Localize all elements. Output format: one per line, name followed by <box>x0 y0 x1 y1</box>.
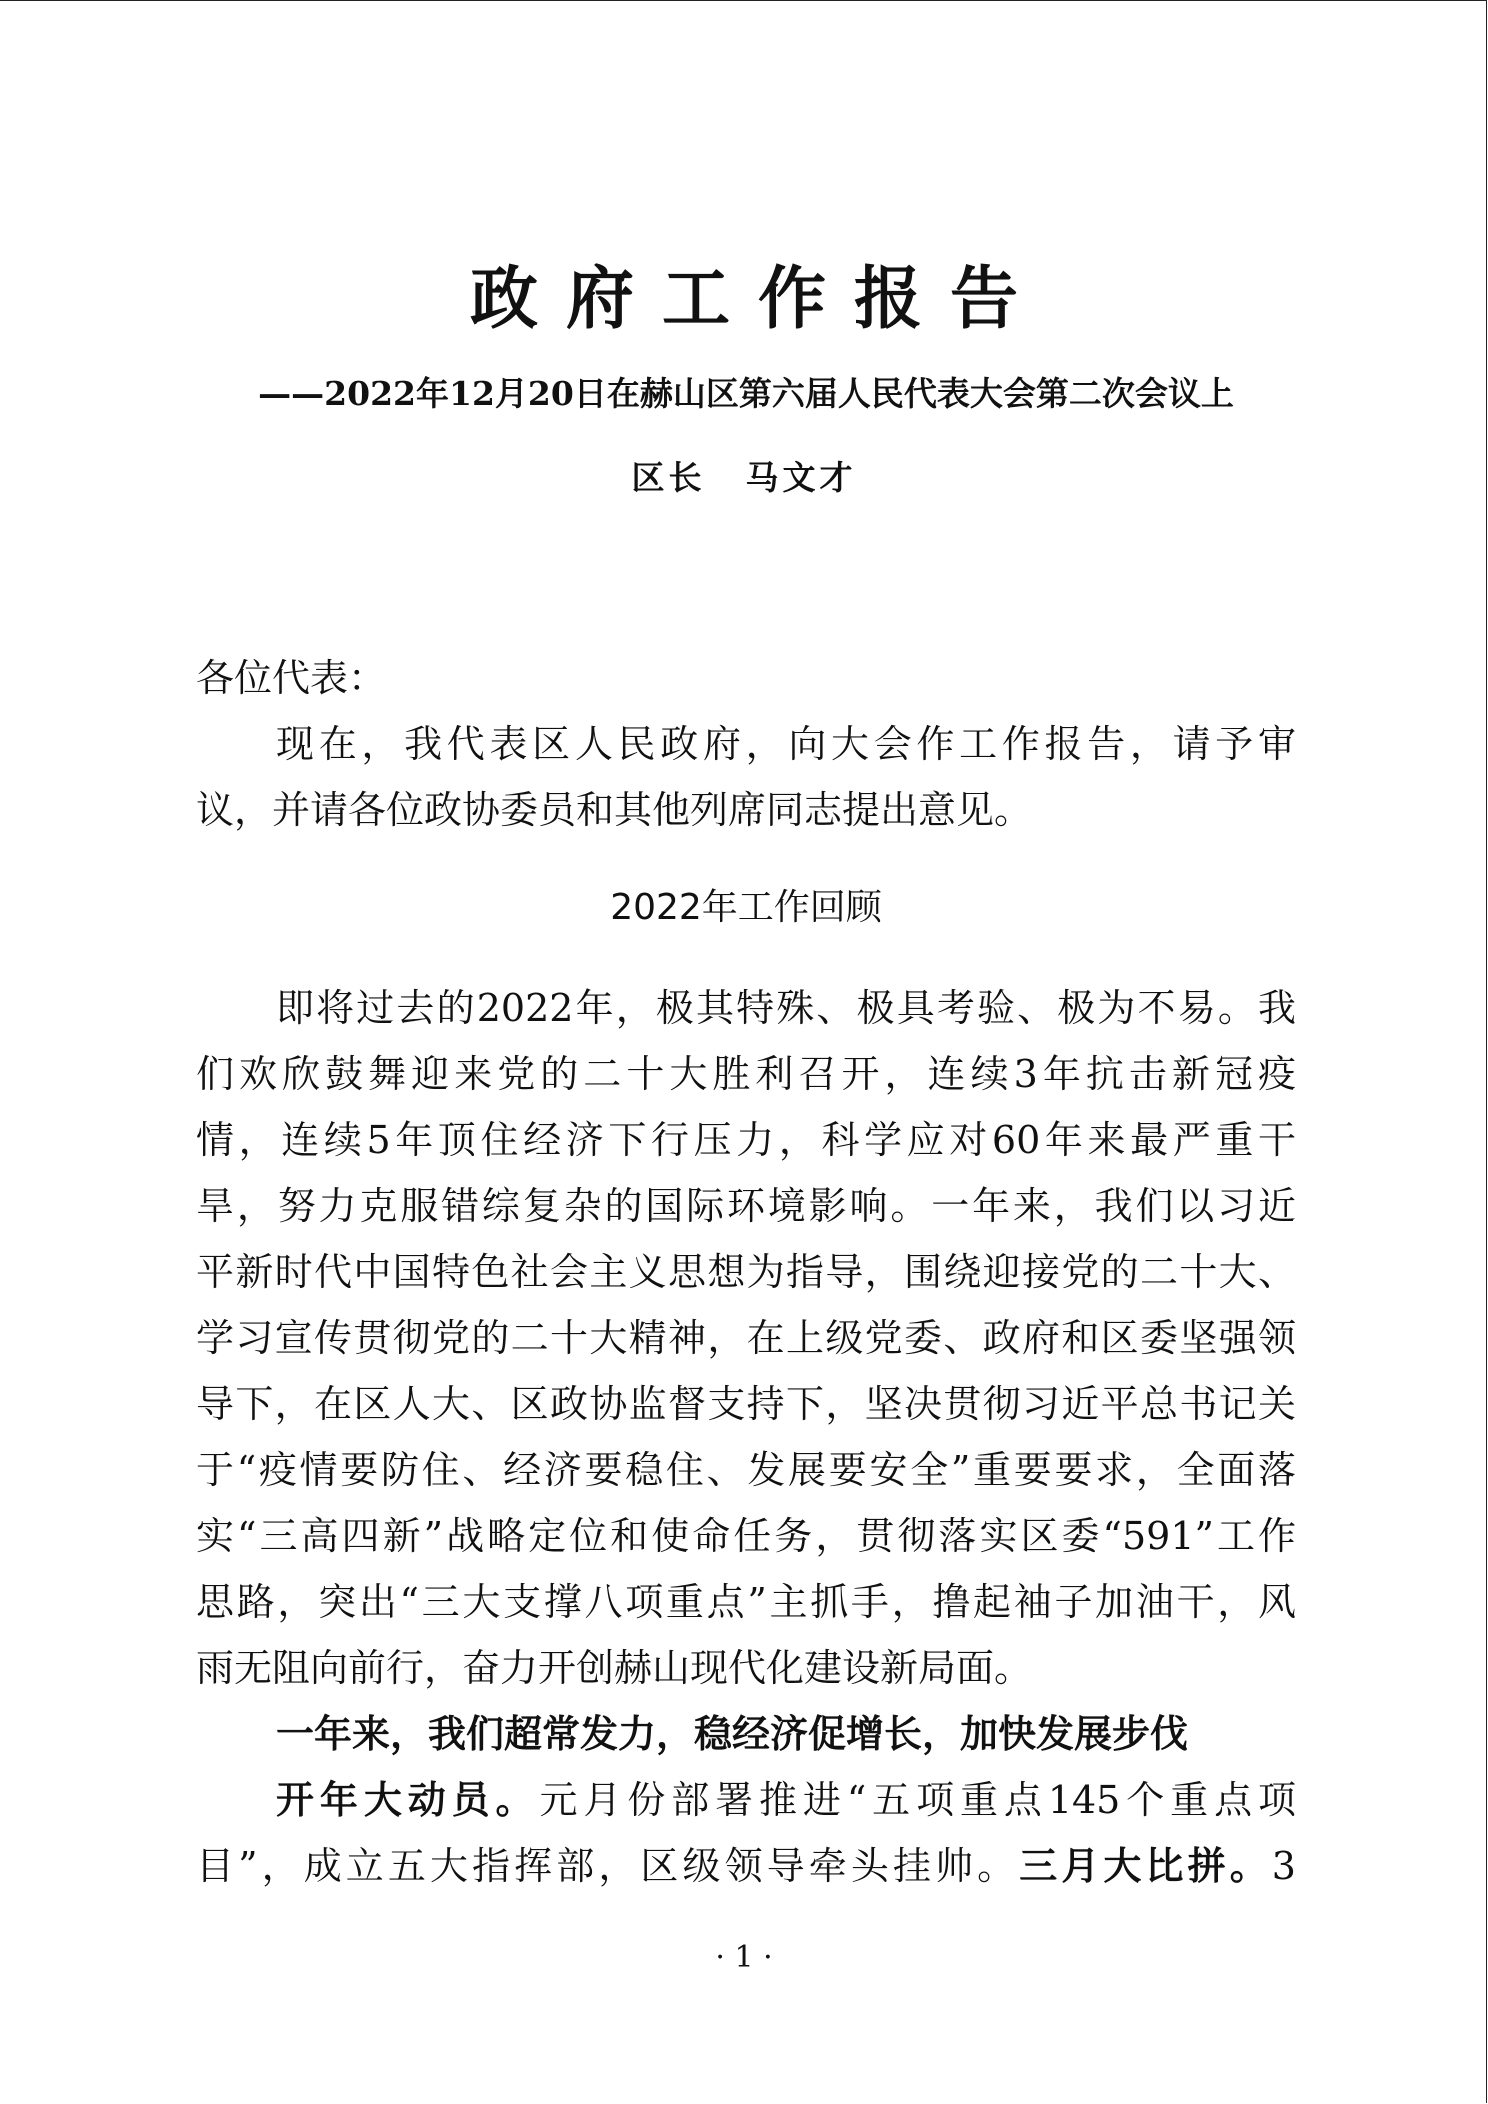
review-line: 导下，在区人大、区政协监督支持下，坚决贯彻习近平总书记关 <box>196 1382 1296 1426</box>
review-paragraph <box>196 975 1296 1701</box>
review-line: 们欢欣鼓舞迎来党的二十大胜利召开，连续3年抗击新冠疫 <box>196 1052 1296 1096</box>
document-subtitle: ——2022年12月20日在赫山区第六届人民代表大会第二次会议上 <box>258 374 1234 413</box>
salutation: 各位代表： <box>196 656 387 700</box>
item-bold-tail: 三月大比拼。 <box>1019 1844 1272 1888</box>
review-line: 学习宣传贯彻党的二十大精神，在上级党委、政府和区委坚强领 <box>196 1316 1296 1360</box>
item-text: 目”，成立五大指挥部，区级领导牵头挂帅。 <box>196 1844 1020 1888</box>
section-heading: 2022年工作回顾 <box>610 887 882 928</box>
page-number: · 1 · <box>715 1940 773 1975</box>
subheading: 一年来，我们超常发力，稳经济促增长，加快发展步伐 <box>276 1712 1189 1756</box>
item-line <box>196 1833 1296 1899</box>
item-text: 元月份部署推进“五项重点145个重点项 <box>539 1778 1296 1822</box>
author-name: 马文才 <box>745 458 857 497</box>
document-body <box>196 645 1296 1899</box>
intro-line: 现在，我代表区人民政府，向大会作工作报告，请予审 <box>276 722 1296 766</box>
review-line: 情，连续5年顶住经济下行压力，科学应对60年来最严重干 <box>196 1118 1296 1162</box>
author-role: 区长 <box>631 458 706 497</box>
author-line <box>0 452 1488 499</box>
review-line: 雨无阻向前行，奋力开创赫山现代化建设新局面。 <box>196 1646 1033 1690</box>
item-text: 3 <box>1271 1844 1296 1888</box>
intro-line: 议，并请各位政协委员和其他列席同志提出意见。 <box>196 788 1033 832</box>
review-line: 于“疫情要防住、经济要稳住、发展要安全”重要要求，全面落 <box>196 1448 1296 1492</box>
item-line <box>196 1767 1296 1833</box>
review-line: 平新时代中国特色社会主义思想为指导，围绕迎接党的二十大、 <box>196 1250 1296 1294</box>
review-line: 旱，努力克服错综复杂的国际环境影响。一年来，我们以习近 <box>196 1184 1296 1228</box>
item-bold-lead: 开年大动员。 <box>276 1778 540 1822</box>
review-line: 思路，突出“三大支撑八项重点”主抓手，撸起袖子加油干，风 <box>196 1580 1296 1624</box>
document-title: 政府工作报告 <box>469 259 1046 339</box>
review-line: 即将过去的2022年，极其特殊、极具考验、极为不易。我 <box>276 986 1296 1030</box>
review-line: 实“三高四新”战略定位和使命任务，贯彻落实区委“591”工作 <box>196 1514 1296 1558</box>
